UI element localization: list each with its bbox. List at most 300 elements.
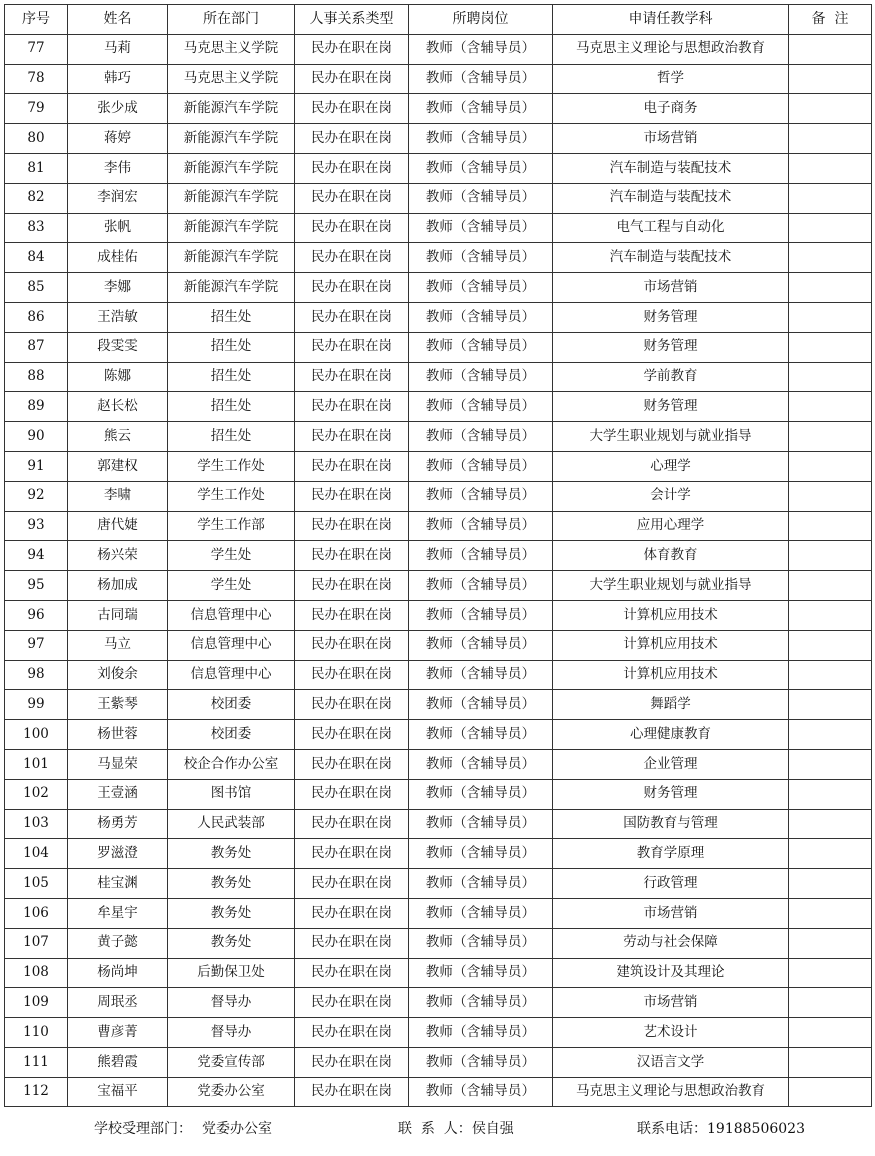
cell-note (789, 34, 872, 64)
roster-sheet (4, 4, 871, 1107)
cell-type: 民办在职在岗 (295, 124, 409, 154)
cell-post: 教师（含辅导员） (409, 839, 553, 869)
cell-name: 杨兴荣 (68, 541, 168, 571)
table-row (5, 362, 872, 392)
cell-note (789, 988, 872, 1018)
cell-type: 民办在职在岗 (295, 94, 409, 124)
cell-subject: 财务管理 (553, 302, 789, 332)
cell-note (789, 422, 872, 452)
cell-no: 109 (5, 988, 68, 1018)
cell-no: 77 (5, 34, 68, 64)
cell-no: 95 (5, 571, 68, 601)
cell-dept: 学生工作部 (168, 511, 295, 541)
cell-dept: 党委宣传部 (168, 1047, 295, 1077)
header-subject: 申请任教学科 (553, 5, 789, 35)
cell-name: 桂宝渊 (68, 869, 168, 899)
cell-no: 93 (5, 511, 68, 541)
cell-no: 90 (5, 422, 68, 452)
cell-note (789, 94, 872, 124)
cell-dept: 招生处 (168, 302, 295, 332)
cell-no: 101 (5, 749, 68, 779)
cell-no: 112 (5, 1077, 68, 1107)
table-row (5, 1077, 872, 1107)
cell-subject: 建筑设计及其理论 (553, 958, 789, 988)
cell-name: 张帆 (68, 213, 168, 243)
table-row (5, 898, 872, 928)
table-row (5, 422, 872, 452)
cell-subject: 市场营销 (553, 898, 789, 928)
cell-name: 曹彦菁 (68, 1018, 168, 1048)
cell-type: 民办在职在岗 (295, 273, 409, 303)
cell-type: 民办在职在岗 (295, 481, 409, 511)
cell-no: 86 (5, 302, 68, 332)
roster-table (4, 4, 872, 1107)
table-row (5, 451, 872, 481)
cell-post: 教师（含辅导员） (409, 958, 553, 988)
cell-no: 83 (5, 213, 68, 243)
header-name: 姓名 (68, 5, 168, 35)
cell-name: 杨勇芳 (68, 809, 168, 839)
cell-dept: 督导办 (168, 1018, 295, 1048)
cell-note (789, 869, 872, 899)
table-row (5, 749, 872, 779)
cell-subject: 汽车制造与装配技术 (553, 243, 789, 273)
cell-post: 教师（含辅导员） (409, 302, 553, 332)
footer-phone-value: 19188506023 (707, 1121, 805, 1137)
cell-post: 教师（含辅导员） (409, 183, 553, 213)
cell-type: 民办在职在岗 (295, 243, 409, 273)
cell-dept: 人民武装部 (168, 809, 295, 839)
cell-type: 民办在职在岗 (295, 392, 409, 422)
cell-type: 民办在职在岗 (295, 213, 409, 243)
cell-dept: 招生处 (168, 422, 295, 452)
table-row (5, 630, 872, 660)
table-row (5, 124, 872, 154)
cell-post: 教师（含辅导员） (409, 392, 553, 422)
cell-dept: 教务处 (168, 839, 295, 869)
cell-type: 民办在职在岗 (295, 64, 409, 94)
header-note: 备 注 (789, 5, 872, 35)
cell-name: 王壹涵 (68, 779, 168, 809)
cell-post: 教师（含辅导员） (409, 481, 553, 511)
table-row (5, 541, 872, 571)
cell-no: 104 (5, 839, 68, 869)
cell-post: 教师（含辅导员） (409, 809, 553, 839)
cell-subject: 电子商务 (553, 94, 789, 124)
cell-type: 民办在职在岗 (295, 1077, 409, 1107)
cell-type: 民办在职在岗 (295, 1047, 409, 1077)
cell-no: 82 (5, 183, 68, 213)
cell-type: 民办在职在岗 (295, 153, 409, 183)
cell-subject: 市场营销 (553, 273, 789, 303)
table-row (5, 213, 872, 243)
cell-name: 周珉丞 (68, 988, 168, 1018)
cell-name: 王浩敏 (68, 302, 168, 332)
cell-dept: 新能源汽车学院 (168, 273, 295, 303)
cell-dept: 新能源汽车学院 (168, 94, 295, 124)
cell-dept: 督导办 (168, 988, 295, 1018)
cell-subject: 大学生职业规划与就业指导 (553, 571, 789, 601)
table-row (5, 1018, 872, 1048)
cell-no: 94 (5, 541, 68, 571)
cell-post: 教师（含辅导员） (409, 153, 553, 183)
cell-dept: 后勤保卫处 (168, 958, 295, 988)
cell-subject: 财务管理 (553, 392, 789, 422)
cell-dept: 信息管理中心 (168, 630, 295, 660)
cell-name: 黄子懿 (68, 928, 168, 958)
cell-dept: 党委办公室 (168, 1077, 295, 1107)
cell-post: 教师（含辅导员） (409, 571, 553, 601)
cell-note (789, 720, 872, 750)
cell-name: 郭建权 (68, 451, 168, 481)
table-row (5, 600, 872, 630)
cell-note (789, 153, 872, 183)
table-row (5, 153, 872, 183)
table-row (5, 243, 872, 273)
cell-post: 教师（含辅导员） (409, 124, 553, 154)
table-row (5, 273, 872, 303)
cell-dept: 校企合作办公室 (168, 749, 295, 779)
cell-subject: 行政管理 (553, 869, 789, 899)
cell-name: 马显荣 (68, 749, 168, 779)
cell-no: 99 (5, 690, 68, 720)
table-row (5, 660, 872, 690)
cell-note (789, 898, 872, 928)
cell-note (789, 302, 872, 332)
cell-post: 教师（含辅导员） (409, 898, 553, 928)
table-row (5, 34, 872, 64)
cell-type: 民办在职在岗 (295, 34, 409, 64)
cell-note (789, 362, 872, 392)
cell-type: 民办在职在岗 (295, 720, 409, 750)
cell-post: 教师（含辅导员） (409, 451, 553, 481)
cell-dept: 信息管理中心 (168, 600, 295, 630)
cell-note (789, 213, 872, 243)
footer (0, 1114, 875, 1138)
cell-subject: 市场营销 (553, 124, 789, 154)
cell-name: 张少成 (68, 94, 168, 124)
cell-type: 民办在职在岗 (295, 690, 409, 720)
cell-no: 96 (5, 600, 68, 630)
cell-dept: 学生工作处 (168, 451, 295, 481)
cell-dept: 招生处 (168, 362, 295, 392)
table-row (5, 839, 872, 869)
cell-name: 刘俊余 (68, 660, 168, 690)
cell-type: 民办在职在岗 (295, 1018, 409, 1048)
cell-name: 罗滋澄 (68, 839, 168, 869)
cell-no: 111 (5, 1047, 68, 1077)
cell-subject: 马克思主义理论与思想政治教育 (553, 1077, 789, 1107)
roster-body (5, 34, 872, 1107)
cell-post: 教师（含辅导员） (409, 511, 553, 541)
cell-note (789, 600, 872, 630)
cell-type: 民办在职在岗 (295, 779, 409, 809)
cell-name: 李啸 (68, 481, 168, 511)
cell-no: 103 (5, 809, 68, 839)
cell-note (789, 958, 872, 988)
cell-subject: 国防教育与管理 (553, 809, 789, 839)
cell-name: 成桂佑 (68, 243, 168, 273)
cell-name: 唐代婕 (68, 511, 168, 541)
table-row (5, 809, 872, 839)
cell-name: 杨世蓉 (68, 720, 168, 750)
cell-subject: 学前教育 (553, 362, 789, 392)
cell-post: 教师（含辅导员） (409, 243, 553, 273)
cell-subject: 财务管理 (553, 779, 789, 809)
cell-post: 教师（含辅导员） (409, 690, 553, 720)
cell-no: 81 (5, 153, 68, 183)
cell-type: 民办在职在岗 (295, 749, 409, 779)
cell-name: 陈娜 (68, 362, 168, 392)
cell-subject: 计算机应用技术 (553, 600, 789, 630)
table-row (5, 571, 872, 601)
cell-subject: 应用心理学 (553, 511, 789, 541)
cell-type: 民办在职在岗 (295, 660, 409, 690)
cell-type: 民办在职在岗 (295, 630, 409, 660)
cell-post: 教师（含辅导员） (409, 422, 553, 452)
table-row (5, 94, 872, 124)
cell-name: 李娜 (68, 273, 168, 303)
cell-note (789, 1018, 872, 1048)
cell-name: 杨加成 (68, 571, 168, 601)
cell-subject: 马克思主义理论与思想政治教育 (553, 34, 789, 64)
cell-note (789, 511, 872, 541)
footer-contact (398, 1118, 514, 1138)
cell-type: 民办在职在岗 (295, 362, 409, 392)
cell-dept: 招生处 (168, 392, 295, 422)
cell-note (789, 1077, 872, 1107)
cell-type: 民办在职在岗 (295, 451, 409, 481)
cell-no: 88 (5, 362, 68, 392)
cell-post: 教师（含辅导员） (409, 720, 553, 750)
cell-name: 韩巧 (68, 64, 168, 94)
cell-type: 民办在职在岗 (295, 571, 409, 601)
cell-name: 段雯雯 (68, 332, 168, 362)
cell-post: 教师（含辅导员） (409, 213, 553, 243)
cell-note (789, 541, 872, 571)
table-row (5, 958, 872, 988)
cell-note (789, 332, 872, 362)
cell-no: 107 (5, 928, 68, 958)
cell-name: 李伟 (68, 153, 168, 183)
cell-note (789, 630, 872, 660)
cell-subject: 体育教育 (553, 541, 789, 571)
cell-note (789, 928, 872, 958)
cell-subject: 计算机应用技术 (553, 630, 789, 660)
cell-subject: 舞蹈学 (553, 690, 789, 720)
cell-dept: 新能源汽车学院 (168, 183, 295, 213)
cell-post: 教师（含辅导员） (409, 94, 553, 124)
cell-no: 89 (5, 392, 68, 422)
footer-dept-value: 党委办公室 (202, 1121, 272, 1137)
table-row (5, 779, 872, 809)
cell-note (789, 1047, 872, 1077)
cell-subject: 企业管理 (553, 749, 789, 779)
header-no: 序号 (5, 5, 68, 35)
cell-post: 教师（含辅导员） (409, 1047, 553, 1077)
cell-note (789, 690, 872, 720)
cell-dept: 教务处 (168, 898, 295, 928)
cell-type: 民办在职在岗 (295, 958, 409, 988)
header-dept: 所在部门 (168, 5, 295, 35)
cell-type: 民办在职在岗 (295, 332, 409, 362)
table-row (5, 332, 872, 362)
cell-name: 熊云 (68, 422, 168, 452)
cell-post: 教师（含辅导员） (409, 273, 553, 303)
cell-no: 79 (5, 94, 68, 124)
cell-subject: 汉语言文学 (553, 1047, 789, 1077)
cell-post: 教师（含辅导员） (409, 64, 553, 94)
cell-post: 教师（含辅导员） (409, 928, 553, 958)
cell-post: 教师（含辅导员） (409, 749, 553, 779)
cell-dept: 马克思主义学院 (168, 34, 295, 64)
cell-type: 民办在职在岗 (295, 183, 409, 213)
footer-dept-label: 学校受理部门： (94, 1121, 192, 1137)
header-post: 所聘岗位 (409, 5, 553, 35)
cell-subject: 市场营销 (553, 988, 789, 1018)
cell-post: 教师（含辅导员） (409, 332, 553, 362)
cell-no: 84 (5, 243, 68, 273)
cell-subject: 教育学原理 (553, 839, 789, 869)
cell-type: 民办在职在岗 (295, 600, 409, 630)
footer-contact-label: 联 系 人： (398, 1121, 472, 1137)
cell-type: 民办在职在岗 (295, 302, 409, 332)
cell-type: 民办在职在岗 (295, 809, 409, 839)
cell-dept: 教务处 (168, 869, 295, 899)
table-row (5, 392, 872, 422)
cell-type: 民办在职在岗 (295, 422, 409, 452)
cell-no: 97 (5, 630, 68, 660)
cell-note (789, 779, 872, 809)
cell-no: 80 (5, 124, 68, 154)
cell-note (789, 243, 872, 273)
cell-name: 王紫琴 (68, 690, 168, 720)
cell-note (789, 809, 872, 839)
cell-note (789, 64, 872, 94)
cell-dept: 学生处 (168, 571, 295, 601)
table-row (5, 511, 872, 541)
cell-no: 108 (5, 958, 68, 988)
table-row (5, 988, 872, 1018)
cell-name: 牟星宇 (68, 898, 168, 928)
table-row (5, 690, 872, 720)
cell-post: 教师（含辅导员） (409, 630, 553, 660)
cell-no: 87 (5, 332, 68, 362)
cell-no: 85 (5, 273, 68, 303)
cell-no: 92 (5, 481, 68, 511)
cell-post: 教师（含辅导员） (409, 34, 553, 64)
cell-subject: 计算机应用技术 (553, 660, 789, 690)
cell-subject: 电气工程与自动化 (553, 213, 789, 243)
cell-dept: 新能源汽车学院 (168, 153, 295, 183)
cell-dept: 新能源汽车学院 (168, 243, 295, 273)
cell-subject: 艺术设计 (553, 1018, 789, 1048)
cell-note (789, 749, 872, 779)
cell-post: 教师（含辅导员） (409, 541, 553, 571)
cell-post: 教师（含辅导员） (409, 1018, 553, 1048)
cell-dept: 信息管理中心 (168, 660, 295, 690)
cell-name: 赵长松 (68, 392, 168, 422)
cell-no: 105 (5, 869, 68, 899)
cell-name: 杨尚坤 (68, 958, 168, 988)
cell-note (789, 451, 872, 481)
cell-note (789, 124, 872, 154)
cell-no: 91 (5, 451, 68, 481)
table-row (5, 928, 872, 958)
cell-no: 110 (5, 1018, 68, 1048)
cell-note (789, 273, 872, 303)
cell-no: 78 (5, 64, 68, 94)
cell-name: 熊碧霞 (68, 1047, 168, 1077)
cell-subject: 劳动与社会保障 (553, 928, 789, 958)
cell-dept: 马克思主义学院 (168, 64, 295, 94)
cell-subject: 哲学 (553, 64, 789, 94)
cell-note (789, 839, 872, 869)
cell-dept: 教务处 (168, 928, 295, 958)
table-row (5, 1047, 872, 1077)
cell-dept: 图书馆 (168, 779, 295, 809)
cell-post: 教师（含辅导员） (409, 660, 553, 690)
cell-dept: 新能源汽车学院 (168, 124, 295, 154)
cell-post: 教师（含辅导员） (409, 1077, 553, 1107)
cell-no: 98 (5, 660, 68, 690)
cell-name: 李润宏 (68, 183, 168, 213)
table-row (5, 720, 872, 750)
cell-note (789, 660, 872, 690)
cell-dept: 招生处 (168, 332, 295, 362)
cell-dept: 校团委 (168, 720, 295, 750)
cell-dept: 学生处 (168, 541, 295, 571)
footer-phone-label: 联系电话： (637, 1121, 707, 1137)
table-row (5, 481, 872, 511)
cell-type: 民办在职在岗 (295, 928, 409, 958)
cell-type: 民办在职在岗 (295, 541, 409, 571)
cell-type: 民办在职在岗 (295, 988, 409, 1018)
cell-no: 100 (5, 720, 68, 750)
footer-contact-value: 侯自强 (471, 1121, 514, 1137)
cell-name: 蒋婷 (68, 124, 168, 154)
table-row (5, 302, 872, 332)
cell-note (789, 571, 872, 601)
cell-note (789, 392, 872, 422)
cell-post: 教师（含辅导员） (409, 988, 553, 1018)
table-row (5, 64, 872, 94)
cell-name: 宝福平 (68, 1077, 168, 1107)
cell-note (789, 183, 872, 213)
table-row (5, 869, 872, 899)
cell-name: 古同瑞 (68, 600, 168, 630)
cell-type: 民办在职在岗 (295, 511, 409, 541)
footer-phone (637, 1118, 805, 1138)
cell-post: 教师（含辅导员） (409, 600, 553, 630)
footer-dept (94, 1118, 272, 1138)
table-row (5, 183, 872, 213)
cell-note (789, 481, 872, 511)
cell-type: 民办在职在岗 (295, 898, 409, 928)
cell-dept: 新能源汽车学院 (168, 213, 295, 243)
cell-name: 马立 (68, 630, 168, 660)
header-row (5, 5, 872, 35)
cell-post: 教师（含辅导员） (409, 779, 553, 809)
cell-subject: 汽车制造与装配技术 (553, 153, 789, 183)
cell-subject: 心理健康教育 (553, 720, 789, 750)
cell-subject: 会计学 (553, 481, 789, 511)
cell-subject: 心理学 (553, 451, 789, 481)
cell-dept: 校团委 (168, 690, 295, 720)
cell-subject: 汽车制造与装配技术 (553, 183, 789, 213)
cell-type: 民办在职在岗 (295, 839, 409, 869)
cell-subject: 财务管理 (553, 332, 789, 362)
